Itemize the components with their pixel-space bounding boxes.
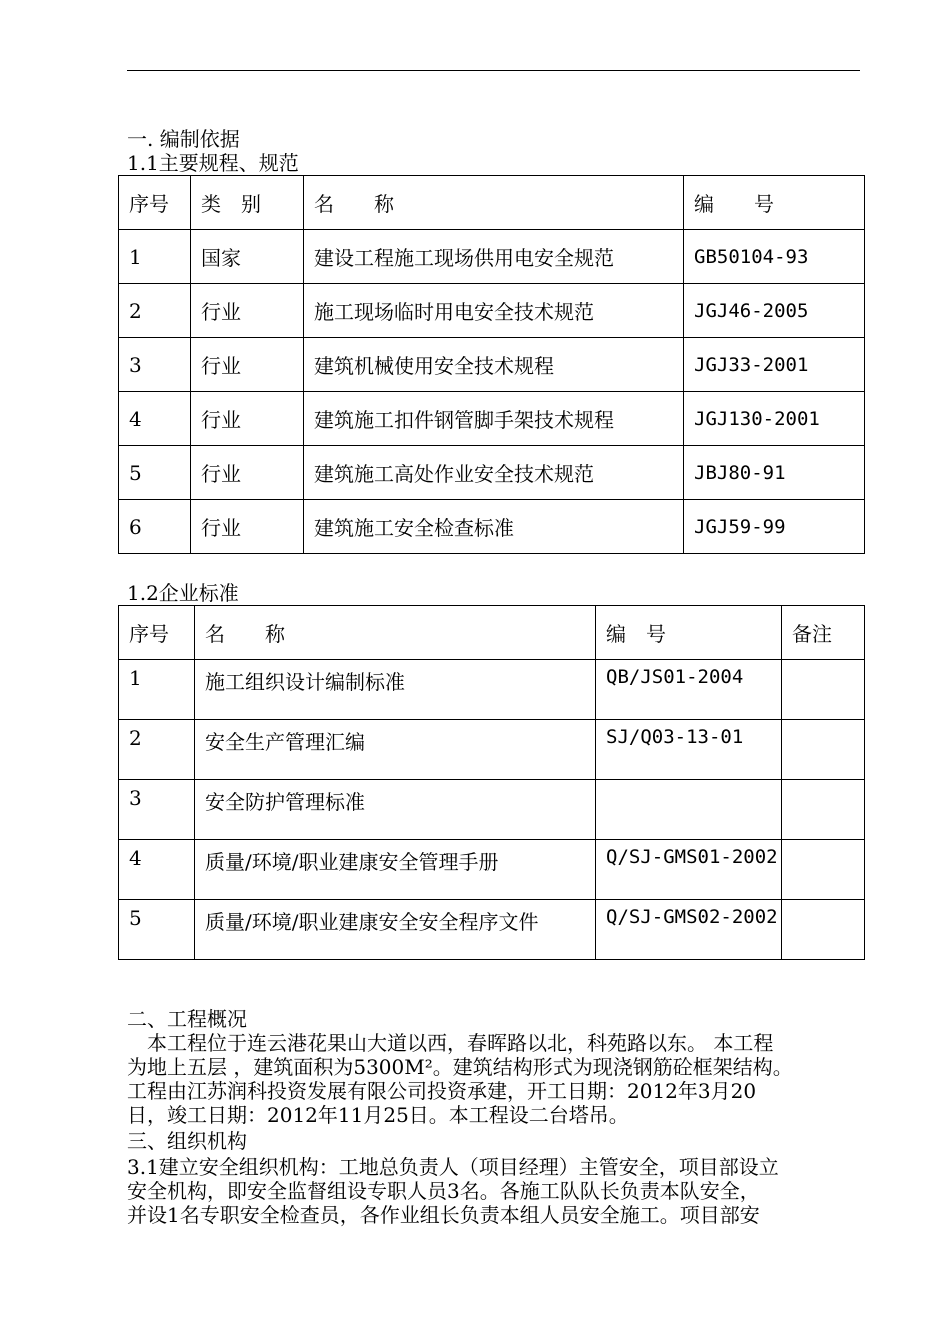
cell-code: JGJ46-2005: [684, 284, 865, 338]
cell-title: 安全防护管理标准: [195, 780, 596, 840]
section3-body: [127, 1155, 867, 1227]
cell-title: 建筑施工扣件钢管脚手架技术规程: [304, 392, 684, 446]
cell-title: 建筑施工高处作业安全技术规范: [304, 446, 684, 500]
section2-body: [127, 1031, 867, 1127]
cell-index: 3: [119, 338, 191, 392]
cell-category: 行业: [191, 500, 304, 554]
cell-code: [596, 780, 782, 840]
table-row: [119, 660, 865, 720]
table-row: [119, 780, 865, 840]
header-cell: 名 称: [304, 176, 684, 230]
table-row: [119, 446, 865, 500]
regulations-table: [118, 175, 865, 554]
cell-title: 质量/环境/职业建康安全管理手册: [195, 840, 596, 900]
paragraph-line: 日，竣工日期：2012年11月25日。本工程设二台塔吊。: [127, 1103, 629, 1127]
table-row: [119, 720, 865, 780]
cell-index: 5: [119, 900, 195, 960]
cell-code: JGJ33-2001: [684, 338, 865, 392]
paragraph-line: 工程由江苏润科投资发展有限公司投资承建，开工日期：2012年3月20: [127, 1079, 757, 1103]
cell-index: 5: [119, 446, 191, 500]
header-cell: 序号: [119, 606, 195, 660]
cell-index: 2: [119, 284, 191, 338]
cell-index: 4: [119, 392, 191, 446]
cell-index: 4: [119, 840, 195, 900]
enterprise-standards-table: [118, 605, 865, 960]
cell-remark: [782, 840, 865, 900]
cell-remark: [782, 660, 865, 720]
cell-title: 安全生产管理汇编: [195, 720, 596, 780]
header-cell: 名 称: [195, 606, 596, 660]
cell-category: 国家: [191, 230, 304, 284]
cell-index: 1: [119, 230, 191, 284]
cell-remark: [782, 900, 865, 960]
cell-title: 建设工程施工现场供用电安全规范: [304, 230, 684, 284]
section2-heading: 二、工程概况: [127, 1007, 247, 1031]
header-cell: 编 号: [596, 606, 782, 660]
table-row: [119, 392, 865, 446]
table-row: [119, 840, 865, 900]
cell-remark: [782, 720, 865, 780]
table-row: [119, 900, 865, 960]
cell-code: JGJ59-99: [684, 500, 865, 554]
cell-code: QB/JS01-2004: [596, 660, 782, 720]
paragraph-line: 本工程位于连云港花果山大道以西，春晖路以北，科苑路以东。 本工程: [127, 1031, 774, 1055]
table-row: [119, 230, 865, 284]
header-cell: 类 别: [191, 176, 304, 230]
table-header-row: [119, 606, 865, 660]
section1-sub2: 1.2企业标准: [127, 581, 239, 605]
cell-category: 行业: [191, 284, 304, 338]
cell-index: 6: [119, 500, 191, 554]
cell-category: 行业: [191, 338, 304, 392]
cell-code: SJ/Q03-13-01: [596, 720, 782, 780]
section3-heading: 三、组织机构: [127, 1129, 247, 1153]
cell-index: 1: [119, 660, 195, 720]
table-row: [119, 284, 865, 338]
header-cell: 序号: [119, 176, 191, 230]
cell-title: 施工现场临时用电安全技术规范: [304, 284, 684, 338]
cell-category: 行业: [191, 392, 304, 446]
header-rule: [127, 70, 860, 71]
header-cell: 编 号: [684, 176, 865, 230]
section1-sub1: 1.1主要规程、规范: [127, 151, 299, 175]
cell-title: 施工组织设计编制标准: [195, 660, 596, 720]
cell-remark: [782, 780, 865, 840]
cell-title: 建筑施工安全检查标准: [304, 500, 684, 554]
paragraph-line: 安全机构，即安全监督组设专职人员3名。各施工队队长负责本队安全，: [127, 1179, 760, 1203]
header-cell: 备注: [782, 606, 865, 660]
paragraph-line: 并设1名专职安全检查员，各作业组长负责本组人员安全施工。项目部安: [127, 1203, 760, 1227]
cell-category: 行业: [191, 446, 304, 500]
cell-code: Q/SJ-GMS02-2002: [596, 900, 782, 960]
cell-title: 质量/环境/职业建康安全安全程序文件: [195, 900, 596, 960]
cell-code: Q/SJ-GMS01-2002: [596, 840, 782, 900]
paragraph-line: 为地上五层 ，建筑面积为5300M²。建筑结构形式为现浇钢筋砼框架结构。: [127, 1055, 793, 1079]
table-header-row: [119, 176, 865, 230]
paragraph-line: 3.1建立安全组织机构：工地总负责人（项目经理）主管安全，项目部设立: [127, 1155, 779, 1179]
cell-code: GB50104-93: [684, 230, 865, 284]
cell-index: 2: [119, 720, 195, 780]
cell-code: JBJ80-91: [684, 446, 865, 500]
cell-code: JGJ130-2001: [684, 392, 865, 446]
cell-index: 3: [119, 780, 195, 840]
table-row: [119, 500, 865, 554]
section1-heading: 一. 编制依据: [127, 127, 240, 151]
cell-title: 建筑机械使用安全技术规程: [304, 338, 684, 392]
table-row: [119, 338, 865, 392]
